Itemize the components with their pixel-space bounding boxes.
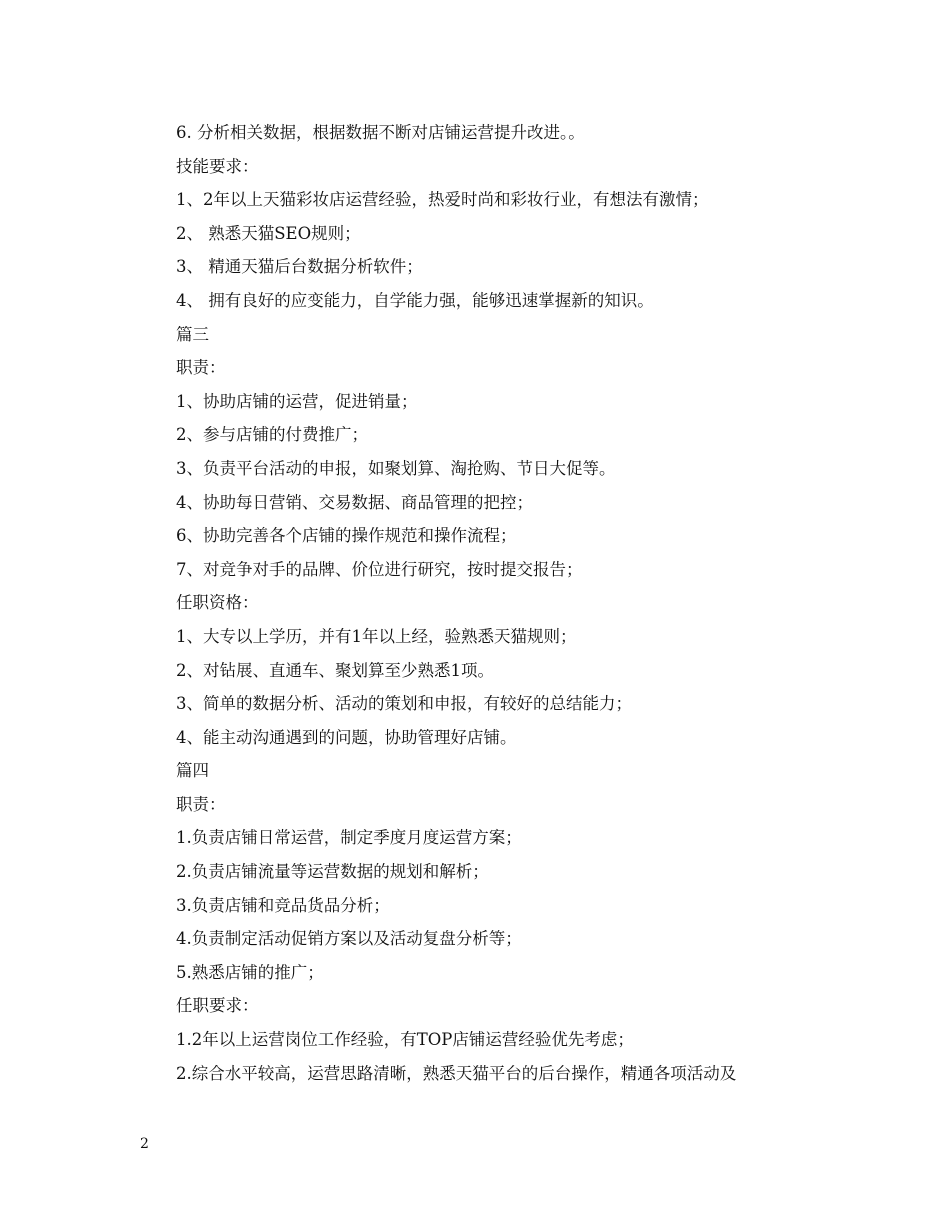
text-line: 1、2年以上天猫彩妆店运营经验，热爱时尚和彩妆行业，有想法有激情； xyxy=(176,190,709,210)
page-number: 2 xyxy=(140,1136,149,1152)
text-line: 4、能主动沟通遇到的问题，协助管理好店铺。 xyxy=(176,727,517,747)
text-line: 6. 分析相关数据，根据数据不断对店铺运营提升改进。。 xyxy=(176,123,585,142)
text-line: 1.负责店铺日常运营，制定季度月度运营方案； xyxy=(176,828,522,848)
section-heading: 任职要求： xyxy=(176,996,259,1016)
text-line: 3、简单的数据分析、活动的策划和申报，有较好的总结能力； xyxy=(176,694,632,714)
text-line: 2.综合水平较高，运营思路清晰，熟悉天猫平台的后台操作，精通各项活动及 xyxy=(176,1063,737,1083)
chapter-heading: 篇三 xyxy=(176,324,209,344)
text-line: 1.2年以上运营岗位工作经验，有TOP店铺运营经验优先考虑； xyxy=(176,1030,634,1050)
section-heading: 任职资格： xyxy=(176,593,259,613)
document-body xyxy=(176,116,836,1090)
text-line: 4.负责制定活动促销方案以及活动复盘分析等； xyxy=(176,929,522,949)
text-line: 3.负责店铺和竞品货品分析； xyxy=(176,895,390,915)
section-heading: 职责： xyxy=(176,794,226,814)
text-line: 1、协助店铺的运营，促进销量； xyxy=(176,391,418,411)
text-line: 4、协助每日营销、交易数据、商品管理的把控； xyxy=(176,492,533,512)
text-line: 2、 熟悉天猫SEO规则； xyxy=(176,223,361,243)
text-line: 6、协助完善各个店铺的操作规范和操作流程； xyxy=(176,526,517,546)
text-line: 2、参与店铺的付费推广； xyxy=(176,425,368,445)
text-line: 2.负责店铺流量等运营数据的规划和解析； xyxy=(176,862,489,882)
text-line: 5.熟悉店铺的推广； xyxy=(176,962,324,982)
text-line: 3、 精通天猫后台数据分析软件； xyxy=(176,257,423,277)
text-line: 4、 拥有良好的应变能力，自学能力强，能够迅速掌握新的知识。 xyxy=(176,290,654,310)
text-line: 3、负责平台活动的申报，如聚划算、淘抢购、节日大促等。 xyxy=(176,458,616,478)
section-heading: 技能要求： xyxy=(176,156,259,176)
text-line: 7、对竞争对手的品牌、价位进行研究，按时提交报告； xyxy=(176,559,583,579)
text-line: 1、大专以上学历，并有1年以上经，验熟悉天猫规则； xyxy=(176,626,577,646)
chapter-heading: 篇四 xyxy=(176,761,209,781)
text-line: 2、对钻展、直通车、聚划算至少熟悉1项。 xyxy=(176,660,494,680)
section-heading: 职责： xyxy=(176,358,226,378)
